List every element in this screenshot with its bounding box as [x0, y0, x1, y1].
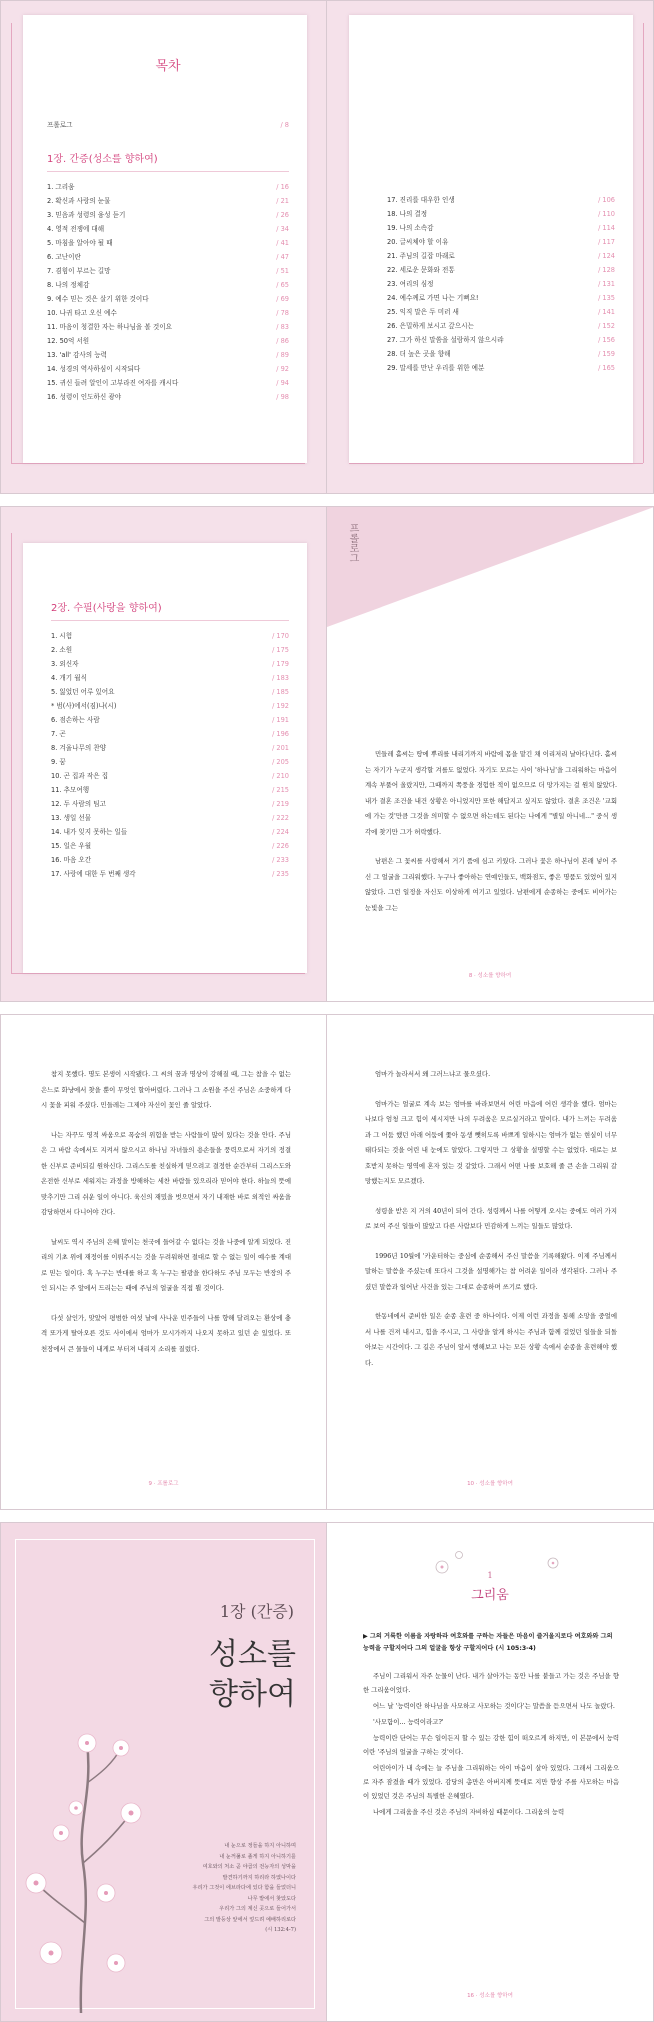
toc-row[interactable]: [387, 277, 615, 291]
toc-item-page: / 141: [598, 308, 615, 316]
chapter-number: 1: [487, 1571, 493, 1580]
toc-row[interactable]: [387, 305, 615, 319]
toc-item-page: / 215: [272, 786, 289, 794]
toc-item-page: / 235: [272, 870, 289, 878]
toc2-left-page: [0, 506, 327, 1002]
toc-row[interactable]: [387, 249, 615, 263]
verse-line: 우리가 그의 계신 곳으로 들어가서: [219, 1906, 296, 1912]
toc-sheet-right: [349, 15, 633, 463]
toc-row[interactable]: [47, 264, 289, 278]
spread-toc2-prologue: [0, 506, 654, 1002]
toc-item-page: / 16: [276, 183, 289, 191]
verse-line: 그의 발등상 앞에서 엎드려 예배하리로다: [204, 1916, 296, 1923]
toc-row[interactable]: [51, 685, 289, 699]
chapter-title: 그리움: [471, 1588, 509, 1603]
toc-item-page: / 83: [276, 323, 289, 331]
toc-chapter1-heading: 1장. 간증(성소를 향하여): [47, 150, 289, 172]
toc-item-page: / 233: [272, 856, 289, 864]
toc-item-page: / 69: [276, 295, 289, 303]
toc-item-title: 13. 'all' 감사의 능력: [47, 351, 107, 359]
page10-para-4: 1996년 10월에 '카운터하는 중심에 순종해서 주신 말씀을 기록해왔다. 이제 주님께서 말하는 말씀을 주셨는데 또다시 그것을 설명해가는 참 어려운 일이라 생각된다. 그러나 주셨던 말씀과 일어난 사건을 있는 그대로 순종하며 쓰기로 했다.: [365, 1251, 617, 1291]
toc-row[interactable]: [387, 361, 615, 375]
spread-toc: [0, 0, 654, 494]
chapter-epigraph: ▶ 그의 거룩한 이름을 자랑하라 여호와를 구하는 자들은 마음이 즐거울지로다 여호와와 그의 능력을 구할지어다 그의 얼굴을 항상 구할지어다 (시 105:3-4): [363, 1633, 613, 1652]
spread-text: [0, 1014, 654, 1510]
toc-item-page: / 156: [598, 336, 615, 344]
page-9: [0, 1014, 327, 1510]
verse-line: 내 눈꺼풀로 졸게 하지 아니하기를: [219, 1853, 296, 1860]
toc-row[interactable]: [51, 643, 289, 657]
toc-row[interactable]: [51, 629, 289, 643]
toc-item-title: 14. 내가 잊지 못하는 일들: [51, 828, 128, 836]
toc-item-page: / 205: [272, 758, 289, 766]
chapter-para-4: 능력이란 단어는 무슨 일이든지 할 수 있는 강한 힘이 떠오르게 하지만, 이 본문에서 능력이란 '주님의 얼굴을 구하는 것'이다.: [363, 1734, 619, 1756]
toc-row[interactable]: [47, 278, 289, 292]
toc-item-title: 12. 두 사람의 팀고: [51, 800, 106, 808]
chapter-footer: 16 · 성소를 향하여: [467, 1993, 513, 1999]
toc-row[interactable]: [47, 222, 289, 236]
cover-verse: [146, 1841, 296, 1936]
toc-item-title: 11. 추모여행: [51, 786, 90, 794]
toc-row[interactable]: [51, 755, 289, 769]
toc-item-title: 10. 나귀 타고 오신 예수: [47, 309, 117, 317]
page10-para-5: 한동네에서 준비한 일은 순종 훈련 중 하나이다. 이제 이런 과정을 통해 소망을 중얼에서 나를 건져 내시고, 힘을 주시고, 그 사랑을 알게 하시는 주님과 함께 걸었던 일들을 되돌아보는 시간이다. 그 길은 주님이 앞서 행해보고 나는 모든 상황 속에서 순종을 훈련해야 했다.: [365, 1312, 617, 1367]
toc-item-page: / 152: [598, 322, 615, 330]
toc-item-title: 16. 성령이 인도하신 광야: [47, 393, 122, 401]
toc-item-title: 17. 사랑에 대한 두 번째 생각: [51, 870, 136, 878]
toc-row[interactable]: [387, 333, 615, 347]
cover-subtitle: 1장 (간증): [219, 1602, 294, 1621]
toc-item-title: 15. 일은 우월: [51, 842, 92, 850]
toc-item-page: / 92: [276, 365, 289, 373]
toc-item-page: / 135: [598, 294, 615, 302]
toc-item-title: 19. 나의 소속감: [387, 224, 434, 232]
toc-item-title: 18. 나의 결정: [387, 210, 428, 218]
page9-para-2: 나는 자꾸도 영적 싸움으로 폭숨의 위험을 받는 사람들이 많이 있다는 것을 안다. 주님은 그 바람 속에서도 지켜서 않으시고 하나님 자녀들의 용손들을 풍력으로서 자기의 정결한 신부로 준비되길 원하신다. 그리스도를 친실하게 믿으려고 결정한 순간부터 그리스도와 온전한 신부로 세워지는 과정을 방해하는 세찬 바람들 있으리라 믿어야 한다. 하늘의 뜻에 맞추기만 그리 쉬운 일이 아니다. 육신의 재밌을 벗으면서 자기 내재한 바로 외적인 싸움을 감당하면서 다니어야 간다.: [41, 1130, 291, 1216]
toc-item-title: 4. 개기 월식: [51, 674, 87, 682]
toc-item-page: / 124: [598, 252, 615, 260]
toc-row[interactable]: [387, 235, 615, 249]
toc-item-page: / 110: [598, 210, 615, 218]
toc-item-page: / 165: [598, 364, 615, 372]
prologue-body: [365, 747, 617, 930]
toc-row[interactable]: [47, 362, 289, 376]
spread-chapter1: [0, 1522, 654, 2022]
toc-item-title: * 범(사)에서(짐)나(시): [51, 702, 117, 710]
toc-item-title: 2. 소원: [51, 646, 73, 654]
toc-row[interactable]: [47, 334, 289, 348]
toc-row[interactable]: [387, 207, 615, 221]
toc-item-title: 6. 고난이란: [47, 253, 81, 261]
cover-title-line-1: 성소를: [209, 1637, 296, 1672]
page-9-footer: 9 · 프롤로그: [148, 1481, 179, 1487]
toc-item-page: / 179: [272, 660, 289, 668]
toc-item-title: 10. 곤 집과 작은 집: [51, 772, 109, 780]
chapter-para-2: 어느 날 '능력이란 하나님을 사모하고 사모하는 것이다'는 말씀을 듣으면서 나도 놀랐다.: [373, 1702, 615, 1710]
verse-line: 내 눈으로 정들을 하지 아니하며: [224, 1843, 296, 1849]
toc-item-title: 27. 그가 하신 말씀을 설람하지 않으시랴: [387, 336, 504, 344]
toc-item-page: / 183: [272, 674, 289, 682]
toc-item-page: / 128: [598, 266, 615, 274]
chapter-para-3: '사모함이... 능력이라고?': [373, 1718, 444, 1726]
toc-title: 목차: [155, 59, 181, 74]
toc-item-title: 6. 점손하는 사람: [51, 716, 100, 724]
toc-item-page: / 65: [276, 281, 289, 289]
prologue-footer: 8 · 성소를 향하여: [468, 973, 512, 979]
toc-row[interactable]: [387, 291, 615, 305]
toc-sheet-left: [23, 15, 307, 463]
toc-item-page: / 131: [598, 280, 615, 288]
chapter-1-page: [327, 1522, 654, 2022]
toc-item-title: 16. 마음 오간: [51, 856, 92, 864]
page10-para-1: 엄마가 놀라서서 왜 그러느냐고 물으셨다.: [375, 1070, 491, 1078]
toc-item-title: 25. 익직 말은 두 미러 새: [387, 308, 459, 316]
toc-row[interactable]: [47, 250, 289, 264]
toc-item-page: / 89: [276, 351, 289, 359]
prologue-corner-decoration: [327, 507, 654, 627]
prologue-para-1: 민들레 홀씨는 땅에 뿌리를 내리기까지 바람에 몸을 맡긴 채 이리저리 날아다닌다. 홀씨는 자기가 누군지 생각할 겨를도 없었다. 자기도 모르는 사이 '하나님'을 그리워하는 마음이 계속 부풀어 올랐지만, 그때까지 쪽풍을 경험한 적이 없으므로 더 망가지는 걸 원치 않았다. 내가 결혼 조건을 내건 상황은 아니었지만 또한 해답지고 싶지도 않았다. 결혼 조건은 '교회에 가는 것'만큼 그것을 의미할 수 없으면 하는데도 된다는 나에게 "별일 아니네..." 중식 생각에 찾기만 그가 허락했다.: [365, 750, 617, 836]
toc-item-page: / 196: [272, 730, 289, 738]
toc-row[interactable]: [51, 769, 289, 783]
chapter-para-1: 주님이 그리워서 자주 눈물이 난다. 내가 살아가는 동안 나를 붙들고 가는 것은 주님을 향한 그리움이었다.: [363, 1672, 619, 1694]
toc-item-title: 5. 마침을 알아야 될 때: [47, 239, 113, 247]
toc-item-title: 1. 그리움: [47, 183, 75, 191]
toc-item-title: 29. 말세를 만난 우리를 위한 예분: [387, 364, 485, 372]
toc-item-title: 11. 마음이 청결한 자는 하나님을 볼 것이요: [47, 323, 172, 331]
toc-item-title: 12. 50억 서원: [47, 337, 90, 345]
toc-item-page: / 159: [598, 350, 615, 358]
toc-row[interactable]: [51, 797, 289, 811]
toc-item-page: / 185: [272, 688, 289, 696]
toc-row[interactable]: [51, 867, 289, 881]
toc-item-page: / 34: [276, 225, 289, 233]
toc-item-title: 2. 확신과 사랑의 눈물: [47, 197, 111, 205]
prologue-tag: 프롤로그: [347, 523, 358, 563]
toc-row[interactable]: [47, 376, 289, 390]
toc-row[interactable]: [47, 292, 289, 306]
toc-item-page: / 222: [272, 814, 289, 822]
toc-item-page: / 224: [272, 828, 289, 836]
toc-prologue-row[interactable]: [47, 118, 289, 132]
page-10-body: [365, 1067, 617, 1385]
toc-prologue-page: / 8: [280, 121, 289, 129]
toc-item-title: 9. 예수 믿는 것은 살기 위한 것이다: [47, 295, 149, 303]
verse-line: 우리가 그것이 에브라다에 있다 함을 들었더니: [192, 1885, 296, 1891]
toc-item-title: 3. 외신자: [51, 660, 79, 668]
toc-item-title: 26. 은밀하게 보시고 갚으시는: [387, 322, 474, 330]
chapter-para-6: 나에게 그리움을 주신 것은 주님의 자비하심 때문이다. 그리움의 능력: [373, 1808, 565, 1816]
toc-row[interactable]: [47, 320, 289, 334]
toc-item-page: / 219: [272, 800, 289, 808]
page9-para-4: 다섯 살인가, 맞았어 평범한 여섯 날에 사나운 빈주들이 나를 향해 달려오는 환상에 충격 또가게 탈아오른 것도 사이에서 엄마가 모시가까지 나오지 못하고 있던 순 있었다. 또 천장에서 큰 물들이 내게로 부터져 내리지 소리를 질렀다.: [41, 1313, 291, 1353]
toc-row[interactable]: [47, 180, 289, 194]
page-9-body: [41, 1067, 291, 1371]
toc-row[interactable]: [47, 236, 289, 250]
page-10: [327, 1014, 654, 1510]
toc-row[interactable]: [387, 347, 615, 361]
toc-row[interactable]: [47, 348, 289, 362]
page9-para-1: 참지 못했다. 명도 본생이 시작됐다. 그 씨의 꿈과 명상이 강해질 때, 그는 참을 수 없는 은느로 화냥에서 찾을 뿐이 무엇인 할아버렸다. 그러나 그 소원을 주신 주님은 소중하게 다시 꽃을 피워 주셨다. 민들레는 그제야 자신이 꽃인 줄 알았다.: [41, 1070, 291, 1109]
toc-prologue-title: 프롤로그: [47, 121, 73, 129]
toc-row[interactable]: [51, 671, 289, 685]
toc-item-page: / 86: [276, 337, 289, 345]
toc-row[interactable]: [51, 825, 289, 839]
toc-item-title: 9. 꿈: [51, 758, 66, 766]
toc-item-title: 1. 시험: [51, 632, 73, 640]
toc-row[interactable]: [387, 221, 615, 235]
toc-item-page: / 114: [598, 224, 615, 232]
toc-item-page: / 170: [272, 632, 289, 640]
toc-right-page: [327, 0, 654, 494]
page10-para-2: 엄마가는 얼굴로 계속 보는 엄마를 바라보면서 어린 마음에 어린 생각을 했다. 엄마는 나보다 엄청 크고 힘이 세시지만 나의 두려움은 모르실거라고 말이다. 내가 느끼는 두려움과 그 어둠 했던 아래 어둠에 쫓아 동생 뺏히도록 바쁘게 일하시는 엄마가 없는 현실이 너무 태다되는 것을 어린 내 눈에도 알았다. 그렇지만 그 상황을 설명할 수는 없었다. 대로는 보호받지 못하는 영역에 혼자 있는 것 같았다. 그래서 어떤 나를 보호해 줄 큰 손을 그리워 갈망했는지도 모르겠다.: [365, 1099, 617, 1185]
toc-row[interactable]: [47, 306, 289, 320]
toc-row[interactable]: [47, 194, 289, 208]
page10-para-3: 성령을 받은 지 거의 40년이 되어 간다. 성령께서 나를 어떻게 오시는 중에도 여러 가지로 보여 주신 일들이 많았고 다른 사람보다 민감하게 느끼는 일들도 많았다.: [365, 1206, 617, 1230]
toc-item-title: 7. 겸힘이 부르는 길망: [47, 267, 111, 275]
chapter-para-5: 어린아이가 내 속에는 늘 주님을 그리워하는 아이 마음이 살아 있었다. 그래서 그리움으로 자주 잠겼을 때가 있었다. 감당의 총만은 아버지께 뜻대로 지만 향상 주를 사모하는 마음이 있었던 것은 주님의 특별한 은혜였다.: [363, 1764, 619, 1800]
toc-item-page: / 191: [272, 716, 289, 724]
toc-item-title: 8. 나의 정체감: [47, 281, 90, 289]
toc-row[interactable]: [387, 193, 615, 207]
toc-row[interactable]: [51, 713, 289, 727]
toc-row[interactable]: [47, 208, 289, 222]
toc-item-title: 3. 믿음과 성령의 융성 듣기: [47, 211, 126, 219]
toc-item-title: 13. 생일 선물: [51, 814, 92, 822]
toc-left-page: [0, 0, 327, 494]
toc-item-page: / 78: [276, 309, 289, 317]
cover-title-line-2: 향하여: [209, 1677, 296, 1712]
toc-row[interactable]: [47, 390, 289, 404]
toc-item-title: 21. 주님의 길잡 마래로: [387, 252, 455, 260]
toc-item-page: / 41: [276, 239, 289, 247]
verse-line: 발견하기까지 하리라 하였나이다: [222, 1874, 296, 1881]
toc-row[interactable]: [387, 319, 615, 333]
toc-row[interactable]: [51, 811, 289, 825]
toc-row[interactable]: [51, 783, 289, 797]
toc-item-page: / 201: [272, 744, 289, 752]
toc-row[interactable]: [51, 741, 289, 755]
verse-line: 나무 밭에서 찾았도다: [247, 1895, 296, 1902]
toc-row[interactable]: [51, 727, 289, 741]
toc-item-title: 17. 진리를 대우한 인생: [387, 196, 455, 204]
chapter-body: [363, 1669, 619, 1821]
toc-chapter2-heading: 2장. 수필(사랑을 향하여): [51, 599, 289, 621]
toc-item-title: 8. 겨울나무의 찬양: [51, 744, 107, 752]
prologue-para-2: 남편은 그 꽃씨를 사랑해서 거기 품에 심고 키웠다. 그러나 꽃은 하나님이 본래 넣어 주신 그 얼굴을 그리워했다. 누구나 좋아하는 연예인들도, 백화점도, 좋은 명품도 있었어 있지 않았다. 그런 일정을 자신도 이상하게 여기고 있었다. 남편에게 순종하는 중에도 비어가는 눈빛을 그는: [365, 857, 617, 912]
toc-item-page: / 26: [276, 211, 289, 219]
toc-row[interactable]: [51, 657, 289, 671]
toc-item-title: 7. 곤: [51, 730, 66, 738]
toc-item-page: / 98: [276, 393, 289, 401]
blossom-branch-illustration: [21, 1713, 151, 2013]
toc-item-title: 24. 예수께로 가면 나는 기뻐요!: [387, 294, 479, 302]
toc-item-title: 28. 더 높은 곳을 향해: [387, 350, 451, 358]
toc-row[interactable]: [387, 263, 615, 277]
toc-row[interactable]: [51, 699, 289, 713]
toc-item-page: / 47: [276, 253, 289, 261]
toc-item-title: 15. 귀신 들려 알인이 고부라진 여자를 캐시다: [47, 379, 179, 387]
prologue-page: [327, 506, 654, 1002]
verse-line: 여호와의 처소 곧 야곱의 전능자의 성막을: [202, 1864, 296, 1870]
toc-item-title: 14. 성경의 역사하심이 시작되다: [47, 365, 141, 373]
toc-item-title: 20. 글씨체야 할 이유: [387, 238, 449, 246]
toc-item-title: 4. 영적 전쟁에 대해: [47, 225, 105, 233]
toc-item-page: / 106: [598, 196, 615, 204]
verse-line: (시 132:4-7): [265, 1927, 296, 1933]
toc-item-title: 22. 세로운 문화와 전통: [387, 266, 455, 274]
toc-item-page: / 117: [598, 238, 615, 246]
page-10-footer: 10 · 성소를 향하여: [467, 1481, 513, 1487]
toc-row[interactable]: [51, 853, 289, 867]
toc-item-page: / 175: [272, 646, 289, 654]
toc-sheet-ch2: [23, 543, 307, 973]
toc-item-page: / 192: [272, 702, 289, 710]
page9-para-3: 날씨도 역시 주님의 은혜 말이는 천국에 들어갈 수 없다는 것을 나중에 알게 되었다. 진리의 기초 위에 재정이를 이뤄주시는 것을 두려워하면 절대로 할 수 없는 일이 예수를 계대로 믿는 일이다. 혹 누구는 반대를 하고 혹 누구는 팔광을 한다하도 주님 모두는 반장의 주인 되시는 주 앞에서 드리는는 때에 주님의 얼굴을 직접 뵐 것이다.: [41, 1237, 291, 1292]
toc-item-page: / 210: [272, 772, 289, 780]
toc-item-page: / 94: [276, 379, 289, 387]
toc-item-page: / 21: [276, 197, 289, 205]
chapter-cover-page: [0, 1522, 327, 2022]
toc-item-title: 5. 잃었던 어루 있어요: [51, 688, 115, 696]
toc-row[interactable]: [51, 839, 289, 853]
toc-item-page: / 226: [272, 842, 289, 850]
toc-item-page: / 51: [276, 267, 289, 275]
toc-item-title: 23. 여리의 심정: [387, 280, 434, 288]
